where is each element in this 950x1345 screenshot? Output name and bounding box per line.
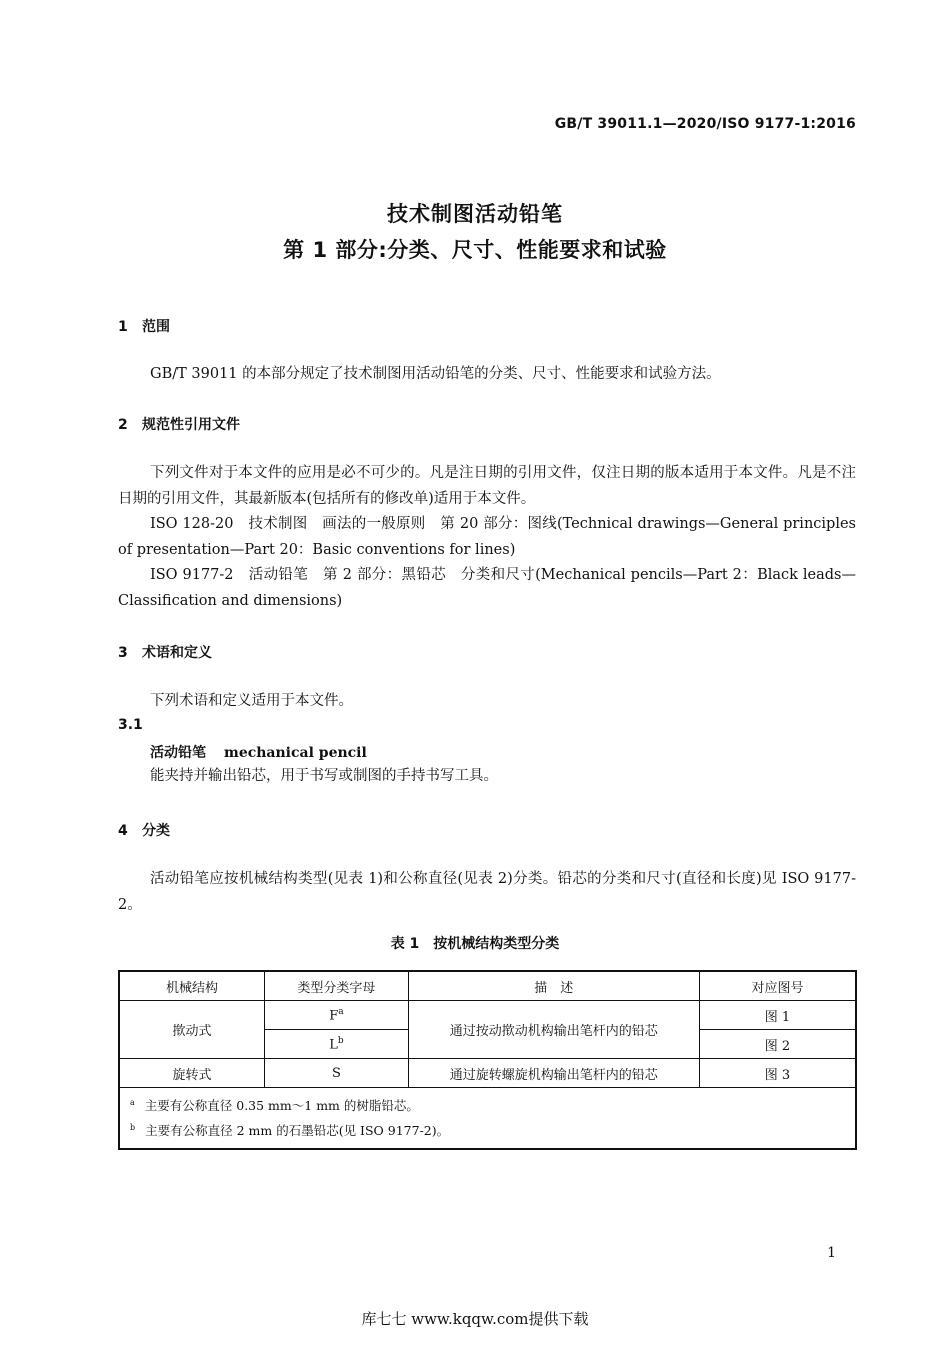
table-row — [119, 1001, 856, 1030]
term-chinese: 活动铅笔 — [150, 745, 206, 761]
table-caption: 表 1 按机械结构类型分类 — [390, 936, 560, 952]
document-title: 技术制图活动铅笔 — [387, 202, 563, 226]
cell-figure: 图 1 — [699, 1001, 856, 1030]
section-title: 规范性引用文件 — [142, 417, 240, 433]
section-1-heading — [118, 316, 170, 336]
section-4-heading — [118, 820, 170, 840]
section-2-text: 下列文件对于本文件的应用是必不可少的。凡是注日期的引用文件，仅注日期的版本适用于本文件。凡是不注日期的引用文件，其最新版本(包括所有的修改单)适用于本文件。 — [118, 465, 856, 507]
cell-figure: 图 2 — [699, 1030, 856, 1059]
section-1-text: GB/T 39011 的本部分规定了技术制图用活动铅笔的分类、尺寸、性能要求和试验方法。 — [150, 366, 721, 382]
classification-table — [118, 970, 857, 1150]
table-header-row — [119, 971, 856, 1001]
note-text: 主要有公称直径 2 mm 的石墨铅芯(见 ISO 9177-2)。 — [145, 1123, 450, 1139]
section-title: 范围 — [142, 319, 170, 335]
note-mark: b — [130, 1123, 136, 1133]
section-number: 3 — [118, 645, 128, 661]
document-subtitle: 第 1 部分:分类、尺寸、性能要求和试验 — [283, 238, 667, 262]
page-number: 1 — [827, 1245, 836, 1261]
table-note — [130, 1117, 845, 1142]
section-number: 1 — [118, 319, 128, 335]
cell-letter: S — [265, 1059, 409, 1088]
section-number: 2 — [118, 417, 128, 433]
term-entry — [150, 742, 367, 762]
letter-value: F — [329, 1008, 339, 1024]
header-figure: 对应图号 — [699, 971, 856, 1001]
note-text: 主要有公称直径 0.35 mm～1 mm 的树脂铅芯。 — [144, 1098, 419, 1114]
cell-letter — [265, 1030, 409, 1059]
term-definition: 能夹持并输出铅芯，用于书写或制图的手持书写工具。 — [150, 768, 498, 784]
cell-figure: 图 3 — [699, 1059, 856, 1088]
term-number: 3.1 — [118, 717, 143, 733]
note-mark: a — [130, 1098, 135, 1107]
header-description: 描 述 — [408, 971, 699, 1001]
section-3-text: 下列术语和定义适用于本文件。 — [150, 693, 353, 709]
cell-letter — [265, 1001, 409, 1030]
table-notes — [119, 1088, 856, 1150]
reference-iso-128-20: ISO 128-20 技术制图 画法的一般原则 第 20 部分：图线(Technical drawings—General principles of presentation—Part 20：Basic conventions for lines) — [118, 516, 856, 558]
download-footer: 库七七 www.kqqw.com提供下载 — [361, 1310, 589, 1328]
table-notes-row — [119, 1088, 856, 1150]
table-row — [119, 1059, 856, 1088]
reference-iso-9177-2: ISO 9177-2 活动铅笔 第 2 部分：黑铅芯 分类和尺寸(Mechanical pencils—Part 2：Black leads—Classification and dimensions) — [118, 567, 856, 609]
footnote-mark: a — [338, 1006, 344, 1017]
cell-mechanism: 揿动式 — [119, 1001, 265, 1059]
letter-value: L — [329, 1037, 338, 1053]
section-title: 术语和定义 — [142, 645, 212, 661]
section-4-text: 活动铅笔应按机械结构类型(见表 1)和公称直径(见表 2)分类。铅芯的分类和尺寸(直径和长度)见 ISO 9177-2。 — [118, 871, 856, 913]
term-english: mechanical pencil — [224, 745, 367, 761]
section-2-heading — [118, 414, 240, 434]
table-note — [130, 1092, 845, 1117]
cell-description: 通过旋转螺旋机构输出笔杆内的铅芯 — [408, 1059, 699, 1088]
section-title: 分类 — [142, 823, 170, 839]
header-type-letter: 类型分类字母 — [265, 971, 409, 1001]
footnote-mark: b — [337, 1035, 344, 1046]
cell-description: 通过按动揿动机构输出笔杆内的铅芯 — [408, 1001, 699, 1059]
section-3-heading — [118, 642, 212, 662]
standard-code: GB/T 39011.1—2020/ISO 9177-1:2016 — [554, 116, 856, 132]
header-mechanism: 机械结构 — [119, 971, 265, 1001]
cell-mechanism: 旋转式 — [119, 1059, 265, 1088]
section-number: 4 — [118, 823, 128, 839]
